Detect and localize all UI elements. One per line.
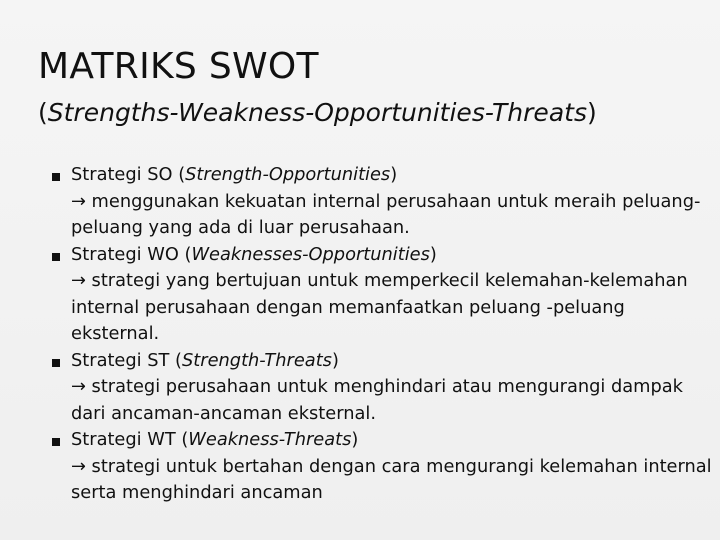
bullet-suffix: )	[331, 349, 339, 371]
bullet-prefix: Strategi ST (	[71, 349, 182, 371]
bullet-italic-term: Strength-Opportunities	[185, 164, 391, 185]
bullet-heading	[71, 244, 437, 265]
bullet-description	[71, 454, 712, 507]
bullet-heading	[71, 429, 358, 450]
bullet-description-text: menggunakan kekuatan internal perusahaan untuk meraih peluang-peluang yang ada di luar perusahaan.	[71, 190, 701, 238]
bullet-heading	[71, 164, 397, 185]
square-bullet-icon	[52, 359, 60, 367]
bullet-description	[71, 189, 712, 242]
bullet-item-so	[52, 162, 712, 242]
bullet-description	[71, 268, 712, 348]
bullet-item-wo	[52, 242, 712, 348]
bullet-description	[71, 374, 712, 427]
bullet-suffix: )	[429, 243, 437, 265]
bullet-italic-term: Weaknesses-Opportunities	[191, 243, 430, 265]
square-bullet-icon	[52, 173, 60, 181]
bullet-prefix: Strategi WO (	[71, 243, 192, 265]
subtitle-text: Strengths-Weakness-Opportunities-Threats	[47, 98, 587, 127]
subtitle-open-paren: (	[38, 98, 48, 127]
right-arrow-icon: →	[71, 455, 86, 477]
bullet-italic-term: Weakness-Threats	[188, 429, 352, 450]
bullet-list	[52, 162, 712, 507]
slide-title: MATRIKS SWOT	[38, 46, 319, 87]
square-bullet-icon	[52, 253, 60, 261]
right-arrow-icon: →	[71, 190, 86, 212]
right-arrow-icon: →	[71, 270, 86, 291]
subtitle-close-paren: )	[586, 98, 597, 127]
bullet-prefix: Strategi WT (	[71, 429, 189, 450]
bullet-description-text: strategi perusahaan untuk menghindari atau mengurangi dampak dari ancaman-ancaman eksternal.	[71, 376, 683, 424]
bullet-italic-term: Strength-Threats	[182, 349, 332, 371]
bullet-prefix: Strategi SO (	[71, 164, 186, 185]
bullet-item-st	[52, 348, 712, 428]
bullet-description-text: strategi yang bertujuan untuk memperkecil kelemahan-kelemahan internal perusahaan dengan memanfaatkan peluang -peluang eksternal.	[71, 270, 688, 344]
bullet-suffix: )	[390, 164, 398, 185]
title-block	[38, 44, 698, 130]
bullet-description-text: strategi untuk bertahan dengan cara mengurangi kelemahan internal serta menghindari ancaman	[71, 455, 712, 503]
square-bullet-icon	[52, 438, 60, 446]
bullet-item-wt	[52, 427, 712, 507]
right-arrow-icon: →	[71, 376, 86, 397]
bullet-suffix: )	[351, 429, 359, 450]
bullet-heading	[71, 350, 339, 371]
slide-subtitle	[38, 96, 698, 130]
